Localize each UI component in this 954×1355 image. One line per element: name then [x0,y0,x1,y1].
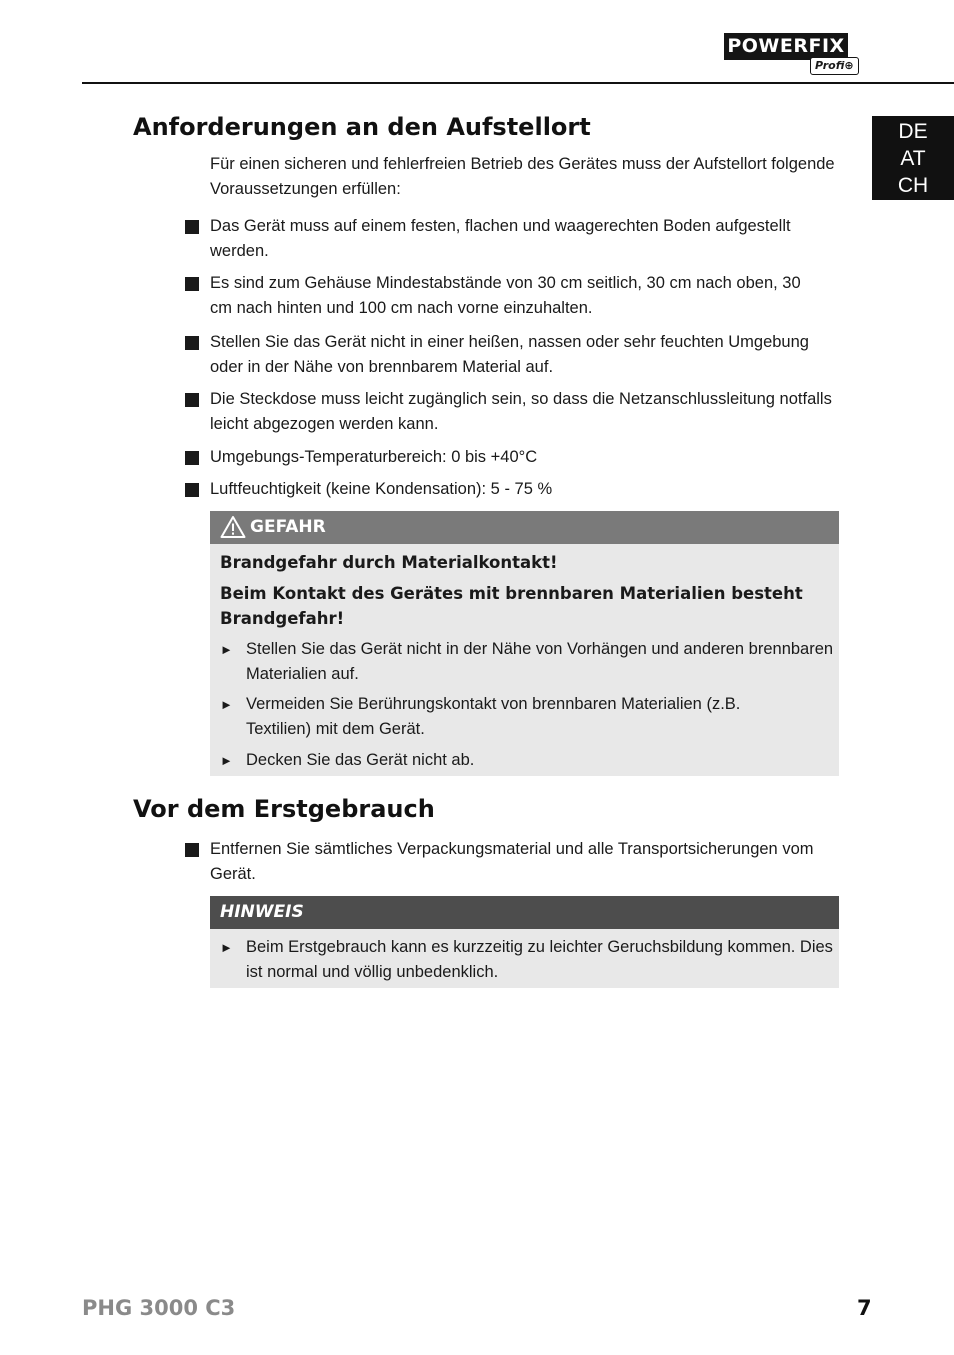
section-title-erstgebrauch: Vor dem Erstgebrauch [133,795,435,823]
square-bullet-icon [185,393,199,407]
list-item-text: Vermeiden Sie Berührungskontakt von brennbaren Materialien (z.B. Textilien) mit dem Gerät. [246,695,741,738]
powerfix-logo [724,33,872,75]
danger-label: GEFAHR [250,517,326,537]
lang-de: DE [898,120,928,143]
arrow-bullet-icon: ► [220,940,233,955]
section-intro: Für einen sicheren und fehlerfreien Betrieb des Gerätes muss der Aufstellort folgende Voraussetzungen erfüllen: [210,155,835,198]
danger-header [210,511,839,544]
lang-at: AT [900,147,926,170]
logo-wordmark: POWERFIX [724,33,848,60]
list-item-text: Beim Erstgebrauch kann es kurzzeitig zu leichter Geruchsbildung kommen. Dies ist normal und völlig unbedenklich. [246,938,833,981]
lang-ch: CH [897,174,929,197]
danger-subheadline: Beim Kontakt des Gerätes mit brennbaren Materialien besteht Brandgefahr! [220,584,803,628]
arrow-bullet-icon: ► [220,753,233,768]
footer-model-number: PHG 3000 C3 [82,1296,236,1320]
danger-box [210,511,839,776]
square-bullet-icon [185,451,199,465]
square-bullet-icon [185,483,199,497]
logo-profi-badge: Profi⊕ [810,57,859,75]
language-tab [872,116,954,200]
note-label: HINWEIS [220,902,304,922]
arrow-bullet-icon: ► [220,697,233,712]
arrow-bullet-icon: ► [220,642,233,657]
list-item-text: Umgebungs-Temperaturbereich: 0 bis +40°C [210,448,538,466]
page-number: 7 [857,1296,872,1320]
list-item-text: Es sind zum Gehäuse Mindestabstände von 30 cm seitlich, 30 cm nach oben, 30 cm nach hinten und 100 cm nach vorne einzuhalten. [210,274,801,317]
note-header [210,896,839,929]
list-item-text: Decken Sie das Gerät nicht ab. [246,751,475,769]
square-bullet-icon [185,220,199,234]
square-bullet-icon [185,277,199,291]
list-item-text: Entfernen Sie sämtliches Verpackungsmaterial und alle Transportsicherungen vom Gerät. [210,840,814,883]
list-item-text: Das Gerät muss auf einem festen, flachen und waagerechten Boden aufgestellt werden. [210,217,791,260]
list-item-text: Die Steckdose muss leicht zugänglich sein, so dass die Netzanschlussleitung notfalls leicht abgezogen werden kann. [210,390,832,433]
section-title-aufstellort: Anforderungen an den Aufstellort [133,113,591,141]
header-rule [82,82,954,84]
list-item-text: Stellen Sie das Gerät nicht in einer heißen, nassen oder sehr feuchten Umgebung oder in der Nähe von brennbarem Material auf. [210,333,809,376]
square-bullet-icon [185,336,199,350]
danger-headline: Brandgefahr durch Materialkontakt! [220,553,558,572]
list-item-text: Luftfeuchtigkeit (keine Kondensation): 5 - 75 % [210,480,553,498]
square-bullet-icon [185,843,199,857]
note-box [210,896,839,988]
warning-triangle-icon [220,515,246,539]
list-item-text: Stellen Sie das Gerät nicht in der Nähe von Vorhängen und anderen brennbaren Materialien auf. [246,640,834,683]
